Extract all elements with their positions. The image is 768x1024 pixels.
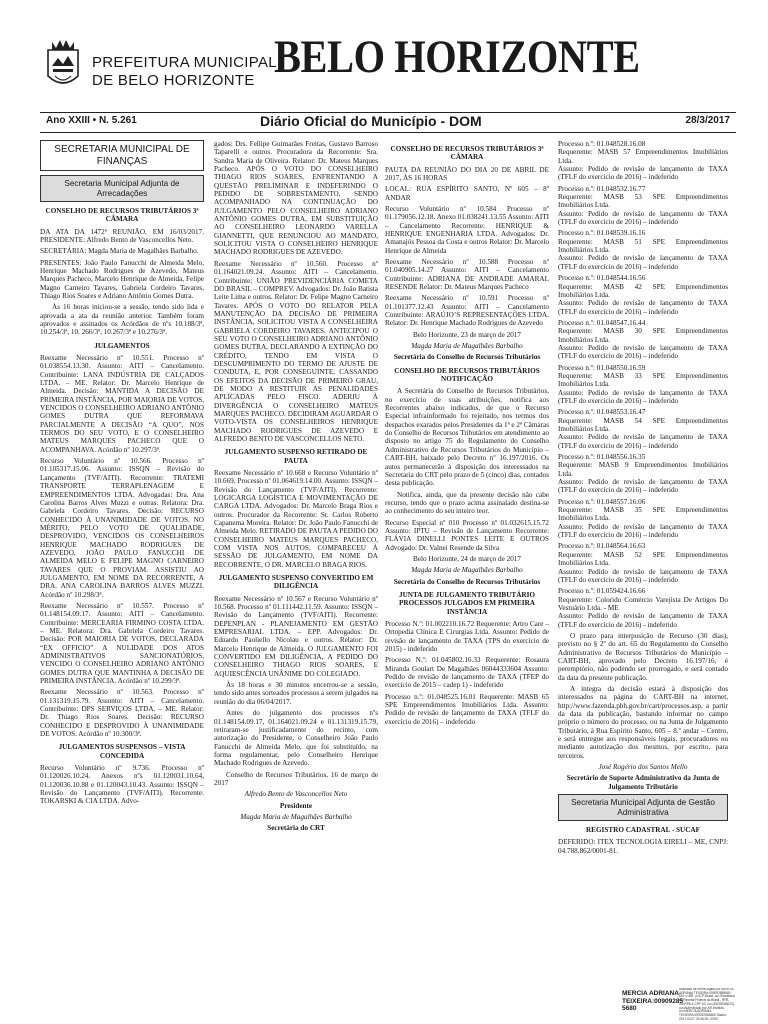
paragraph: Notifica, ainda, que da presente decisão não cabe recurso, tendo que o prazo acima assinalado destina-se ao conhecimento do seu inteiro teor. — [385, 490, 549, 516]
process-entry: Processo n.º: 01.048544.16.56 Requerente: MASB 42 SPE Empreendimentos Imobiliários Ltda. Assunto: Pedido de revisão de lançamento de TAXA (TFLF do exercício de 2016) – indeferido — [558, 274, 729, 316]
date-line: Belo Horizonte, 24 de março de 2017 — [413, 554, 521, 563]
paragraph: Recurso Voluntário nº 9.736. Processo nº 01.120026.10.24. Anexos nºs 01.120031.10.64, 01.120036.10.88 e 01.120043.10.43. Assunto: ISSQN – Revisão do Lançamento (TVF/AITI). Recorrente: TOKARSKI & CIA LTDA. Advo- — [40, 764, 204, 806]
column-4 — [558, 140, 728, 858]
paragraph: PRESENTES: João Paulo Fanucchi de Almeida Melo, Henrique Machado Rodrigues de Azevedo, Mateus Marques Pacheco, Marcelo Henrique de Almeida, Felipe Magno Carneiro Tavares, Gabriela Cordeiro Tavares, Thiago Rios Soares e Adriano Antônio Gomes Dutra. — [40, 258, 204, 300]
signature-role: Presidente — [279, 801, 313, 810]
signature-role: Secretária do Conselho de Recursos Tributários — [393, 577, 541, 586]
paragraph: Processo N.º: 01.002210.16.72 Requerente: Artro Care – Ortopedia Clínica E Cirurgias Ltda. Assunto: Pedido de revisão de lançamento de TAXA (TPS do exercício de 2015) - indeferido — [385, 619, 549, 653]
process-entry: Processo n.º: 01.048553.16.47 Requerente: MASB 54 SPE Empreendimentos Imobiliários Ltda. Assunto: Pedido de revisão de lançamento de TAXA (TFLF do exercício de 2016) – indeferido — [558, 408, 729, 450]
date-line: Belo Horizonte, 23 de março de 2017 — [413, 330, 521, 339]
process-entry: Processo n.º: 01.048528.16.08 Requerente: MASB 57 Empreendimentos Imobiliários Ltda. Assunto: Pedido de revisão de lançamento de TAXA (TFLF do exercício de 2016) – indeferido — [558, 140, 729, 182]
paragraph: Reexame Necessário nº 10.567 e Recurso Voluntário nº 10.568. Processo nº 01.111442.11.59. Assunto: ISSQN – Revisão do Lançamento (TVF/AITI). Recorrente: DEPENPLAN - PLANEJAMENTO EM GESTÃO EMPRESARIAL LTDA. – EPP. Advogados: Dr. Eduardo Paoliello Nicolau e outros. Relator: Dr. Marcelo Henrique de Almeida. O JULGAMENTO FOI CONVERTIDO EM DILIGÊNCIA, A PEDIDO DO CONSELHEIRO THIAGO RIOS SOARES, E AQUIESCÊNCIA UNÂNIME DO COLEGIADO. — [214, 594, 378, 678]
issue-date: 28/3/2017 — [685, 115, 730, 126]
section-heading: JULGAMENTO SUSPENSO CONVERTIDO EM DILIGÊNCIA — [218, 574, 374, 591]
paragraph: Reexame Necessário nº 10.591 Processo nº 01.101377.12.43 Assunto: AITI – Cancelamento Contribuinte: ARAÚJO’S REPRESENTAÇÕES LTDA. Relator: Dr. Henrique Machado Rodrigues de Azevedo — [385, 294, 549, 328]
signature-name: Magda Maria de Magalhães Barbalho — [240, 812, 352, 821]
paragraph: Reexame Necessário nº 10.560. Processo nº 01.164021.09.24. Assunto: AITI – Cancelamento. Contribuinte: UNIÃO PREVIDENCIÁRIA COMETA DO BRASIL – COMPREV. Advogados: Dr. João Batista Leite Lima e outros. Relator: Dr. Felipe Magno Carneiro Tavares. APÓS O VOTO DO RELATOR PELA MANUTENÇÃO DA DECISÃO DE PRIMEIRA INSTÂNCIA, SOLICITOU VISTA A CONSELHEIRA GABRIELA CORDEIRO TAVARES. ANTECIPOU O SEU VOTO O CONSELHEIRO ADRIANO ANTÔNIO GOMES DUTRA, DECLARANDO A EXTINÇÃO DO CRÉDITO, TENDO EM VISTA O DESCUMPRIMENTO DO TERMO DE AJUSTE DE CONDUTA, E, POR CONSEGUINTE, CASSANDO OS EFEITOS DA DECISÃO DE PRIMEIRO GRAU, DE MODO A RESTITUIR AS PENALIDADES APLICADAS PELO FISCO. ADERIU À DIVERGÊNCIA O CONSELHEIRO MATEUS MARQUES PACHECO. DECIDIRAM AGUARDAR O VOTO-VISTA OS CONSELHEIROS HENRIQUE MACHADO RODRIGUES DE AZEVEDO E ALFREDO BENTO DE VASCONCELLOS NETO. — [214, 259, 378, 444]
process-entry: Processo n.º: 01.048547.16.44 Requerente: MASB 30 SPE Empreendimentos Imobiliários Ltda. Assunto: Pedido de revisão de lançamento de TAXA (TFLF do exercício de 2016) – indeferido — [558, 318, 729, 361]
column-2 — [214, 140, 378, 836]
department-box: SECRETARIA MUNICIPAL DE FINANÇAS — [40, 140, 204, 171]
paragraph: Reexame Necessário nº 10.563. Processo nº 01.131319.15.79. Assunto: AITI – Cancelamento. Contribuinte: DPS SERVIÇOS LTDA. – ME. Relator: Dr. Thiago Rios Soares. Decisão: RECURSO CONHECIDO E DESPROVIDO À UNANIMIDADE DE VOTOS. Acórdão nº 10.300/3ª. — [40, 688, 204, 739]
paragraph: Recurso Especial nº 010 Processo nº 01.032615.15.72 Assunto: IPTU – Revisão de Lançamento Recorrente: FLÁVIA DINELLI PONTES LEITE E OUTROS Advogado: Dr. Valnei Resende da Silva — [385, 518, 549, 552]
section-heading: JULGAMENTOS SUSPENSOS – VISTA CONCEDIDA — [58, 743, 186, 760]
section-heading: JUNTA DE JULGAMENTO TRIBUTÁRIO PROCESSOS JULGADOS EM PRIMEIRA INSTÂNCIA — [399, 590, 535, 616]
city-crest-icon — [44, 36, 82, 92]
paragraph: LOCAL: RUA ESPÍRITO SANTO, Nº 605 – 8º ANDAR — [385, 185, 549, 202]
signature-role: Secretária do CRT — [267, 824, 325, 833]
section-heading: CONSELHO DE RECURSOS TRIBUTÁRIOS 3ª CÂMARA — [390, 145, 544, 162]
paragraph: A íntegra da decisão estará à disposição dos interessados na página do CART-BH na internet, http://www.fazenda.pbh.gov.br/cart/processos.asp, a partir da data da publicação, bastando informar no campo próprio o número do processo, ou na Junta de Julgamento Tributário, à Rua Espírito Santo, 605 – 8.º andar – Centro, e será entregue aos responsáveis legais, procuradores ou mediante autorização dos mesmos, por escrito, para terceiros. — [558, 684, 728, 760]
masthead-header — [0, 0, 768, 110]
prefeitura-line2: DE BELO HORIZONTE — [92, 72, 255, 89]
signature-name: José Rogério dos Santos Mello — [598, 763, 688, 772]
paragraph: O prazo para interposição de Recurso (30 dias), previsto no § 2º do art. 65 do Regulamento do Conselho Administrativo de Recursos Tributários do Município – CART-BH, aprovado pelo Decreto 16.197/16, é peremptório, não podendo ser prorrogado, e será contado da data da presente publicação. — [558, 631, 728, 682]
section-heading: CONSELHO DE RECURSOS TRIBUTÁRIOS 3ª CÂMARA — [45, 207, 199, 224]
publication-title: Diário Oficial do Município - DOM — [260, 113, 482, 129]
paragraph: Conselho de Recursos Tributários, 16 de março de 2017 — [214, 770, 378, 787]
edition-number: Ano XXIII • N. 5.261 — [46, 115, 137, 126]
paragraph: Recurso Voluntário nº 10.566. Processo nº 01.105317.15.06. Assunto: ISSQN – Revisão do Lançamento (TVF/AITI). Recorrente: TRATEMI TRANSPORTE TERRAPLENAGEM E EMPREENDIMENTOS LTDA. Advogadas: Dra. Ana Carolina Barros Alves Muzzi e outras. Relatora: Dra. Gabriela Cordeiro Tavares. Decisão: RECURSO CONHECIDO À UNANIMIDADE DE VOTOS. NO MÉRITO, PELO VOTO DE QUALIDADE, DESPROVIDO, VENCIDOS OS CONSELHEIROS HENRIQUE MACHADO RODRIGUES DE AZEVEDO, JOÃO PAULO FANUCCHI DE ALMEIDA MELO E FELIPE MAGNO CARNEIRO TAVARES QUE O PROVIAM. ASSISTIU AO JULGAMENTO, EM NOME DA RECORRENTE, A DRA. ANA CAROLINA BARROS ALVES MUZZI. Acórdão nº 10.298/3ª. — [40, 457, 204, 599]
digital-signature-certificate: Assinado de forma digital por MERCIA ADRIANA TEIXEIRA:009092855680 DN: c=BR, o=ICP-Brasil, ou=Secretaria da Receita Federal do Brasil - RFB, ou=RFB e-CPF A3, ou=(EM BRANCO), ou=Autenticado por AR Instituto, cn=MERCIA ADRIANA TEIXEIRA:009092855680 Dados: 2017.03.27 22:46:00 -03'00' — [679, 988, 735, 1020]
digital-signer-id: MERCIA ADRIANA TEIXEIRA:00909285 5680 — [622, 990, 684, 1012]
column-1 — [40, 140, 204, 809]
column-3 — [385, 140, 549, 729]
process-entry: Processo n.º: 01.048556.16.35 Requerente: MASB 9 Empreendimentos Imobiliários Ltda. Assunto: Pedido de revisão de lançamento de TAXA (TFLF do exercício de 2016) – indeferido — [558, 453, 728, 495]
edition-bar — [40, 112, 736, 133]
prefeitura-line1: PREFEITURA MUNICIPAL — [92, 54, 277, 71]
paragraph: Processo n.º: 01.048525.16.01 Requerente: MASB 65 SPE Empreendimentos Imobiliários Ltda. Assunto: Pedido de revisão de lançamento de TAXA (TFLF do exercício de 2016) – indeferido — [385, 692, 549, 726]
signature-name: Alfredo Bento de Vasconcellos Neto — [244, 790, 348, 799]
process-entry: Processo n.º: 01.048564.16.63 Requerente: MASB 52 SPE Empreendimentos Imobiliários Ltda. Assunto: Pedido de revisão de lançamento de TAXA (TFLF do exercício de 2016) – indeferido — [558, 542, 729, 584]
paragraph: Reexame Necessário nº 10.588 Processo nº 01.040905.14.27 Assunto: AITI – Cancelamento Contribuinte: ADRIANA DE ANDRADE AMARAL RESENDE Relator: Dr. Mateus Marques Pacheco — [385, 258, 549, 292]
process-entry: Processo n.º: 01.059424.16.66 Requerente: Colorido Comércio Varejista De Artigos Do Vestuário Ltda. - ME Assunto: Pedido de revisão de lançamento de TAXA (TFLF do exercício de 2016) - indeferido — [558, 587, 729, 629]
paragraph: Recurso Voluntário nº 10.584 Processo nº 01.179056.12.18. Anexo 01.038241.13.55 Assunto: AITI – Cancelamento Recorrente: HENRIQUE & HENRIQUE ENGENHARIA LTDA. Advogados: Dr. Amanajós Pessoa da Costa e outros Relator: Dr. Marcelo Henrique de Almeida — [385, 204, 549, 255]
process-entry: Processo n.º: 01.048532.16.77 Requerente: MASB 53 SPE Empreendimentos Imobiliários Ltda. Assunto: Pedido de revisão de lançamento de TAXA (TFLF do exercício de 2016) – indeferido — [558, 184, 729, 227]
paragraph: Reexame Necessário nº 10.551. Processo nº 01.038554.13.30. Assunto: AITI – Cancelamento. Contribuinte: LANA INDÚSTRIA DE CALÇADOS LTDA. – ME. Relator: Dr. Marcelo Henrique de Almeida. Decisão: MANTIDA A DECISÃO DE PRIMEIRA INSTÂNCIA, POR MAIORIA DE VOTOS, VENCIDOS O CONSELHEIRO ADRIANO ANTÔNIO GOMES DUTRA QUE REFORMAVA PARCIALMENTE A DECISÃO “A QUO”, NOS TERMOS DO SEU VOTO, E O CONSELHEIRO MATEUS MARQUES PACHECO QUE O ACOMPANHAVA. Acórdão nº 10.297/3ª. — [40, 354, 204, 454]
signature-role: Secretária do Conselho de Recursos Tributários — [393, 353, 541, 362]
paragraph: DA ATA DA 1472ª REUNIÃO, EM 16/03/2017. PRESIDENTE: Alfredo Bento de Vasconcellos Neto. — [40, 227, 204, 244]
paragraph: Antes do julgamento dos processos nºs 01.148154.09.17, 01.164021.09.24 e 01.131319.15.79, retiraram-se justificadamente do recinto, com autorização do Presidente, o Conselheiro João Paulo Fanucchi de Almeida Melo, que foi substituído, na forma regulamentar, pelo Conselheiro Henrique Machado Rodrigues de Azevedo. — [214, 709, 378, 768]
paragraph: Reexame Necessário nº 10.557. Processo nº 01.148154.09.17. Assunto: AITI – Cancelamento. Contribuinte: MERCEARIA FIRMINO COSTA LTDA. – ME. Relatora: Dra. Gabriela Cordeiro Tavares. Decisão: POR MAIORIA DE VOTOS, DECLARADA “EX OFFICIO” A NULIDADE DOS ATOS ADMINISTRATIVOS SANCIONATÓRIOS, VENCIDO O CONSELHEIRO ADRIANO ANTÔNIO GOMES DUTRA QUE MANTINHA A DECISÃO DE PRIMEIRA INSTÂNCIA. Acórdão nº 10.299/3ª. — [40, 601, 204, 686]
paragraph: Reexame Necessário nº 10.668 e Recurso Voluntário nº 10.669. Processo nº 01.064619.14.00. Assunto: ISSQN – Revisão do Lançamento (TVF/AITI). Recorrente: LOGICARGA LOGÍSTICA E MOVIMENTAÇÃO DE CARGA LTDA. Advogados: Dr. Marcelo Braga Rios e outros. Procurador da Recorrente: Sr. Carlos Roberto Capanema Moreira. Relator: Dr. João Paulo Fanucchi de Almeida Melo. RETIRADO DE PAUTA A PEDIDO DO CONSELHEIRO MATEUS MARQUES PACHECO, COM VISTA NOS AUTOS. COMPARECEU À SESSÃO DE JULGAMENTO, EM NOME DA RECORRENTE, O DR. MARCELO BRAGA RIOS. — [214, 468, 378, 569]
sub-department-box: Secretaria Municipal Adjunta de Arrecadações — [40, 175, 204, 202]
section-heading: JULGAMENTO SUSPENSO RETIRADO DE PAUTA — [224, 448, 368, 465]
paragraph: Às 18 horas e 30 minutos encerrou-se a sessão, tendo sido antes sorteados processos a serem julgados na reunião do dia 06/04/2017. — [214, 681, 378, 706]
process-entry: Processo n.º: 01.048539.16.16 Requerente: MASB 51 SPE Empreendimentos Imobiliários Ltda. Assunto: Pedido de revisão de lançamento de TAXA (TFLF do exercício de 2016) – indeferido — [558, 229, 729, 271]
paragraph: Às 16 horas iniciou-se a sessão, tendo sido lida e aprovada a ata da reunião anterior. Também foram aprovados e assinados os Acórdãos de nºs 10.188/3ª, 10.254/3ª, 10. 266/3ª, 10.267/3ª e 10.276/3ª. — [40, 303, 204, 337]
paragraph: A Secretária do Conselho de Recursos Tributários, no exercício de suas atribuições, notifica aos Recorrentes abaixo indicados, de que o Recurso Especial infrainformado foi rejeitado, nos termos dos despachos exarados pelos Presidentes da 1ª e 2ª Câmaras do Conselho de Recursos Tributários em atendimento ao disposto no artigo 75 do Regulamento do Conselho Administrativo de Recursos Tributários do Município – CART-BH, baixado pelo Decreto nº 16.197/2016. Os autos permanecerão à disposição dos interessados na Secretaria do CRT pelo prazo de 5 (cinco) dias, contados desta publicação. — [385, 387, 549, 488]
process-entry: Processo n.º: 01.048557.16.06 Requerente: MASB 35 SPE Empreendimentos Imobiliários Ltda. Assunto: Pedido de revisão de lançamento de TAXA (TFLF do exercício de 2016) – indeferido — [558, 497, 729, 540]
paragraph: PAUTA DA REUNIÃO DO DIA 20 DE ABRIL DE 2017, ÀS 16 HORAS — [385, 165, 549, 182]
paragraph: DEFERIDO: ITEX TECNOLOGIA EIRELI – ME, CNPJ: 04.788.862/0001-81. — [558, 838, 728, 855]
process-entry: Processo n.º: 01.048550.16.59 Requerente: MASB 33 SPE Empreendimentos Imobiliários Ltda. Assunto: Pedido de revisão de lançamento de TAXA (TFLF do exercício de 2016) – indeferido — [558, 363, 729, 405]
signature-role: Secretário de Suporte Administrativo da Junta de Julgamento Tributário — [566, 774, 720, 791]
paragraph: SECRETÁRIA: Magda Maria de Magalhães Barbalho. — [40, 247, 199, 256]
section-heading: JULGAMENTOS — [94, 341, 150, 350]
paragraph: gados: Drs. Fellipe Guimarães Freitas, Gustavo Barroso Taparelli e outros. Procuradora da Recorrente: Sra. Sandra Maria de Oliveira. Relator: Dr. Mateus Marques Pacheco. APÓS O VOTO DO CONSELHEIRO THIAGO RIOS SOARES, ENFRENTANDO A QUESTÃO PRELIMINAR E INDEFERINDO O PEDIDO DE SOBRESTAMENTO, SENDO ACOMPANHADO NA CONTINUAÇÃO DO JULGAMENTO PELO CONSELHEIRO ADRIANO ANTÔNIO GOMES DUTRA, EM SUBSTITUIÇÃO AO CONSELHEIRO LEONARDO VARELLA GIANNETTI, QUE RENUNCIOU AO MANDATO, SOLICITOU VISTA O CONSELHEIRO HENRIQUE MACHADO RODRIGUES DE AZEVEDO. — [214, 140, 378, 257]
signature-name: Magda Maria de Magalhães Barbalho — [411, 566, 523, 575]
signature-name: Magda Maria de Magalhães Barbalho — [411, 342, 523, 351]
paragraph: Processo N.º: 01.045802.16.33 Requerente: Rosaura Miranda Goulart De Magalhães 06044333604 Assunto: Pedido de revisão de lançamento de TAXA (TFEP do exercício de 2015 – cadep 1) - indeferido — [385, 656, 549, 690]
section-heading: REGISTRO CADASTRAL - SUCAF — [585, 826, 701, 835]
section-heading: CONSELHO DE RECURSOS TRIBUTÁRIOS NOTIFICAÇÃO — [394, 366, 540, 384]
sub-department-box: Secretaria Municipal Adjunta de Gestão Administrativa — [558, 794, 728, 821]
masthead-title: BELO HORIZONTE — [274, 31, 640, 83]
process-list — [558, 140, 728, 629]
